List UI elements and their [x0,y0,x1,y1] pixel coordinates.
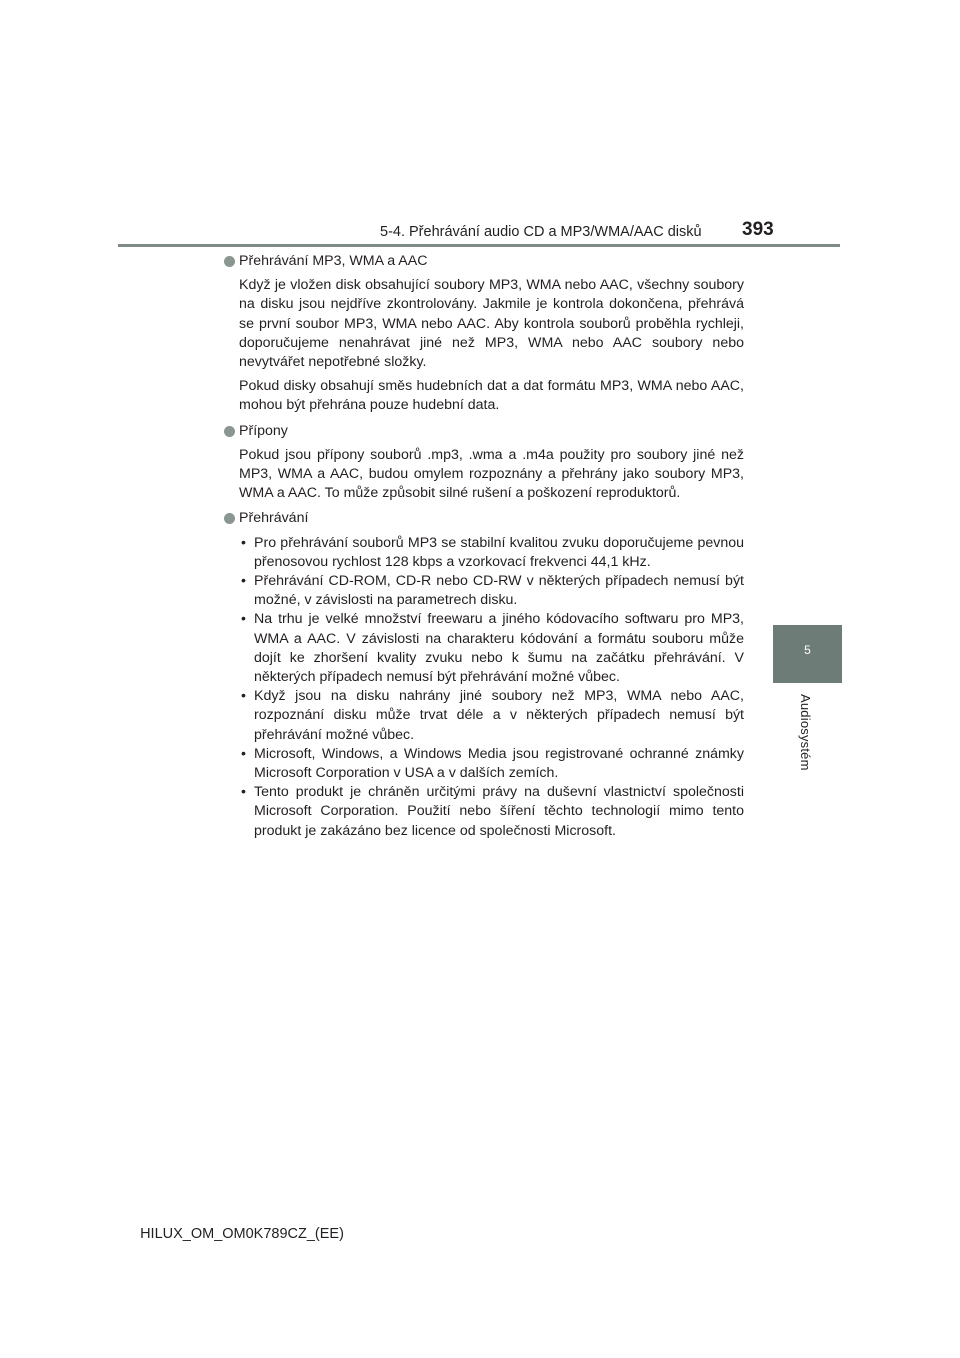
section-playback [224,509,744,840]
list-item [239,534,744,572]
circle-bullet-icon [224,426,235,437]
section-heading-text: Přípony [239,422,288,439]
side-tab-number: 5 [804,643,811,657]
circle-bullet-icon [224,513,235,524]
list-item-text: Pro přehrávání souborů MP3 se stabilní kvalitou zvuku doporučujeme pevnou přenosovou rychlost 128 kbps a vzorkovací frekvenci 44,1 kHz. [254,534,744,570]
section-heading-text: Přehrávání MP3, WMA a AAC [239,253,428,269]
list-item-text: Microsoft, Windows, a Windows Media jsou registrované ochranné známky Microsoft Corporation v USA a v dalších zemích. [254,745,744,782]
dot-bullet-icon: • [241,611,246,628]
paragraph: Pokud jsou přípony souborů .mp3, .wma a .m4a použity pro soubory jiné než MP3, WMA a AAC, budou omylem rozpoznány a přehrány jako soubory MP3, WMA a AAC. To může způsobit silné rušení a poškození reproduktorů. [239,446,744,502]
list-item [239,610,744,687]
dot-bullet-icon: • [241,573,246,590]
circle-bullet-icon [224,256,235,267]
section-heading [224,422,744,441]
list-item [239,687,744,745]
side-tab [773,625,842,683]
list-item-text: Přehrávání CD-ROM, CD-R nebo CD-RW v některých případech nemusí být možné, v závislosti na parametrech disku. [254,573,744,609]
section-heading [224,252,744,271]
list-item-text: Když jsou na disku nahrány jiné soubory než MP3, WMA nebo AAC, rozpoznání disku může trvat déle a v některých případech nemusí být přehrávání možné vůbec. [254,688,744,743]
dot-bullet-icon: • [241,745,246,762]
side-tab-label: Audiosystém [798,694,813,771]
paragraph: Když je vložen disk obsahující soubory MP3, WMA nebo AAC, všechny soubory na disku jsou nejdříve zkontrolovány. Jakmile je kontrola dokončena, přehrává se první soubor MP3, WMA nebo AAC. Aby kontrola souborů proběhla rychleji, doporučujeme nenahrávat jiné než MP3, WMA nebo AAC soubory nebo nevytvářet nepotřebné složky. [239,277,744,371]
section-heading-text: Přehrávání [239,510,309,527]
dot-bullet-icon: • [241,688,246,705]
dot-bullet-icon: • [241,534,246,551]
list-item [239,783,744,841]
list-item [239,572,744,610]
section-mp3-playback [224,252,744,416]
chapter-title: 5-4. Přehrávání audio CD a MP3/WMA/AAC disků [380,224,702,240]
document-code: HILUX_OM_OM0K789CZ_(EE) [140,1226,344,1242]
bullet-list [224,534,744,841]
header-rule [118,244,840,247]
section-heading [224,509,744,528]
document-footer [0,1226,960,1242]
list-item-text: Tento produkt je chráněn určitými právy na duševní vlastnictví společnosti Microsoft Corporation. Použití nebo šíření těchto technologií mimo tento produkt je zakázáno bez licence od společnosti Microsoft. [254,784,744,839]
page-number: 393 [742,219,774,240]
list-item-text: Na trhu je velké množství freewaru a jiného kódovacího softwaru pro MP3, WMA a AAC. V závislosti na charakteru kódování a formátu souboru může dojít ke zhoršení kvality zvuku nebo k šumu na začátku přehrávání. V některých případech nemusí být přehrávání možné vůbec. [254,611,744,686]
list-item [239,745,744,783]
section-extensions [224,422,744,504]
page-content [224,252,744,847]
dot-bullet-icon: • [241,784,246,801]
paragraph: Pokud disky obsahují směs hudebních dat a dat formátu MP3, WMA nebo AAC, mohou být přehrána pouze hudební data. [239,378,744,414]
